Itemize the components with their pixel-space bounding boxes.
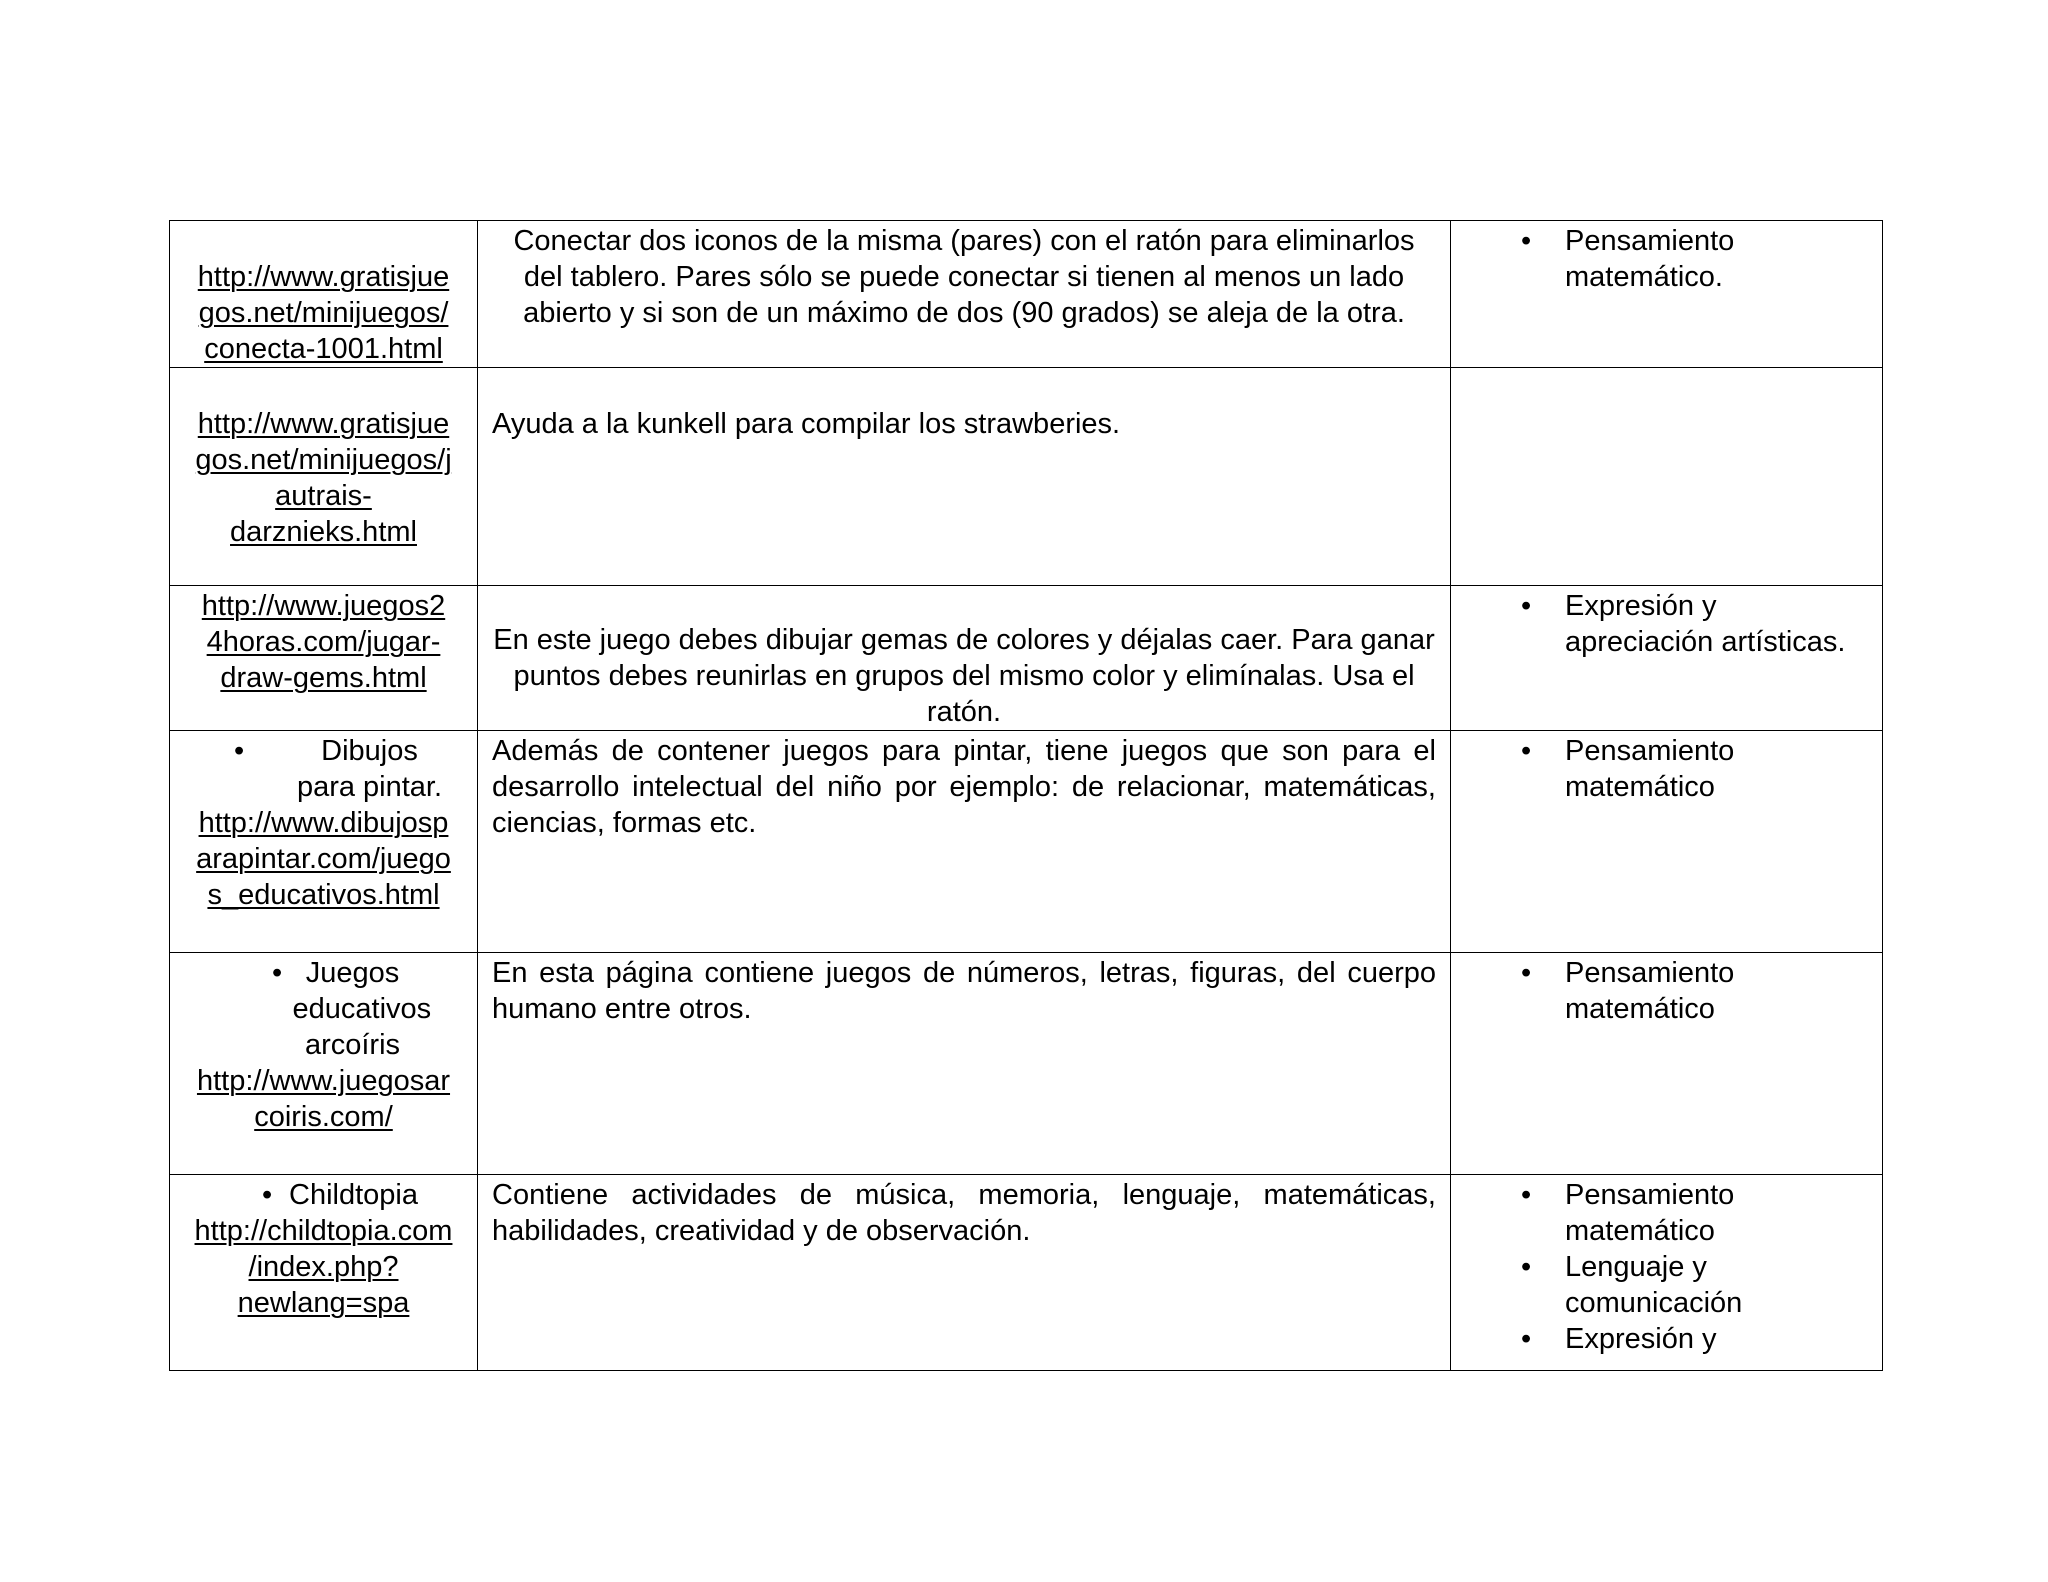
site-label-text: Childtopia bbox=[289, 1179, 418, 1211]
url-cell bbox=[170, 953, 478, 1175]
game-link[interactable] bbox=[184, 259, 463, 367]
url-line: draw-gems.html bbox=[220, 662, 427, 694]
areas-list bbox=[1465, 733, 1868, 805]
url-cell bbox=[170, 731, 478, 953]
url-line: autrais- bbox=[275, 480, 372, 512]
bullet-icon: • bbox=[262, 1179, 273, 1211]
game-link[interactable] bbox=[184, 805, 463, 913]
url-line: http://www.juegosar bbox=[196, 1065, 451, 1097]
description-text: Ayuda a la kunkell para compilar los strawberies. bbox=[492, 408, 1121, 440]
bullet-icon: • bbox=[272, 957, 283, 989]
area-item: • Pensamiento matemático bbox=[1465, 955, 1868, 1027]
areas-cell bbox=[1451, 221, 1883, 368]
areas-list bbox=[1465, 955, 1868, 1027]
url-line: gos.net/minijuegos/j bbox=[195, 444, 452, 476]
resources-table bbox=[169, 220, 1883, 1371]
description-cell bbox=[478, 368, 1451, 586]
areas-cell bbox=[1451, 953, 1883, 1175]
area-item: • Pensamiento matemático bbox=[1465, 733, 1868, 805]
areas-cell bbox=[1451, 731, 1883, 953]
site-label-text: Juegos educativos arcoíris bbox=[292, 957, 432, 1061]
game-link[interactable] bbox=[184, 1063, 463, 1135]
description-cell bbox=[478, 586, 1451, 731]
url-line: arapintar.com/juego bbox=[196, 843, 451, 875]
url-line: /index.php? bbox=[248, 1251, 399, 1283]
areas-list bbox=[1465, 1177, 1868, 1357]
table-row bbox=[170, 731, 1883, 953]
url-line: 4horas.com/jugar- bbox=[206, 626, 441, 658]
area-item: • Pensamiento matemático. bbox=[1465, 223, 1868, 295]
url-line: darznieks.html bbox=[230, 516, 417, 548]
url-line: gos.net/minijuegos/ bbox=[198, 297, 449, 329]
game-link[interactable] bbox=[184, 1213, 463, 1321]
url-line: coiris.com/ bbox=[254, 1101, 393, 1133]
areas-list bbox=[1465, 223, 1868, 295]
url-line: http://childtopia.com bbox=[194, 1215, 453, 1247]
url-line: http://www.gratisjue bbox=[197, 408, 450, 440]
description-cell bbox=[478, 953, 1451, 1175]
description-text: Además de contener juegos para pintar, tiene juegos que son para el desarrollo intelectual del niño por ejemplo: de relacionar, matemáticas, ciencias, formas etc. bbox=[492, 735, 1436, 839]
description-text: Conectar dos iconos de la misma (pares) con el ratón para eliminarlos del tablero. Pares sólo se puede conectar si tienen al menos un lado abierto y si son de un máximo de dos (90 grados) se aleja de la otra. bbox=[513, 225, 1415, 329]
table-row bbox=[170, 368, 1883, 586]
site-label bbox=[184, 1177, 463, 1213]
description-cell bbox=[478, 221, 1451, 368]
description-text: En este juego debes dibujar gemas de colores y déjalas caer. Para ganar puntos debes reunirlas en grupos del mismo color y elimínalas. Usa el ratón. bbox=[493, 624, 1435, 728]
table-row bbox=[170, 586, 1883, 731]
table-row bbox=[170, 221, 1883, 368]
url-cell bbox=[170, 221, 478, 368]
url-cell bbox=[170, 586, 478, 731]
url-cell bbox=[170, 1175, 478, 1371]
site-label-text: Dibujos para pintar. bbox=[296, 735, 443, 803]
site-label bbox=[184, 955, 463, 1063]
table-row bbox=[170, 1175, 1883, 1371]
url-cell bbox=[170, 368, 478, 586]
table-row bbox=[170, 953, 1883, 1175]
areas-cell bbox=[1451, 1175, 1883, 1371]
url-line: newlang=spa bbox=[237, 1287, 410, 1319]
game-link[interactable] bbox=[184, 406, 463, 550]
areas-cell bbox=[1451, 586, 1883, 731]
site-label bbox=[184, 733, 463, 805]
description-text: Contiene actividades de música, memoria, lenguaje, matemáticas, habilidades, creatividad y de observación. bbox=[492, 1179, 1436, 1247]
game-link[interactable] bbox=[184, 586, 463, 696]
area-item: • Lenguaje y comunicación bbox=[1465, 1249, 1868, 1321]
areas-cell bbox=[1451, 368, 1883, 586]
url-line: http://www.gratisjue bbox=[197, 261, 450, 293]
url-line: conecta-1001.html bbox=[204, 333, 443, 365]
description-text: En esta página contiene juegos de números, letras, figuras, del cuerpo humano entre otros. bbox=[492, 957, 1436, 1025]
description-cell bbox=[478, 731, 1451, 953]
bullet-icon: • bbox=[234, 735, 245, 767]
areas-list bbox=[1465, 588, 1868, 660]
url-line: http://www.dibujosp bbox=[198, 807, 449, 839]
area-item: • Expresión y bbox=[1465, 1321, 1868, 1357]
area-item: • Expresión y apreciación artísticas. bbox=[1465, 588, 1868, 660]
url-line: http://www.juegos2 bbox=[201, 590, 446, 622]
area-item: • Pensamiento matemático bbox=[1465, 1177, 1868, 1249]
url-line: s_educativos.html bbox=[207, 879, 440, 911]
description-cell bbox=[478, 1175, 1451, 1371]
